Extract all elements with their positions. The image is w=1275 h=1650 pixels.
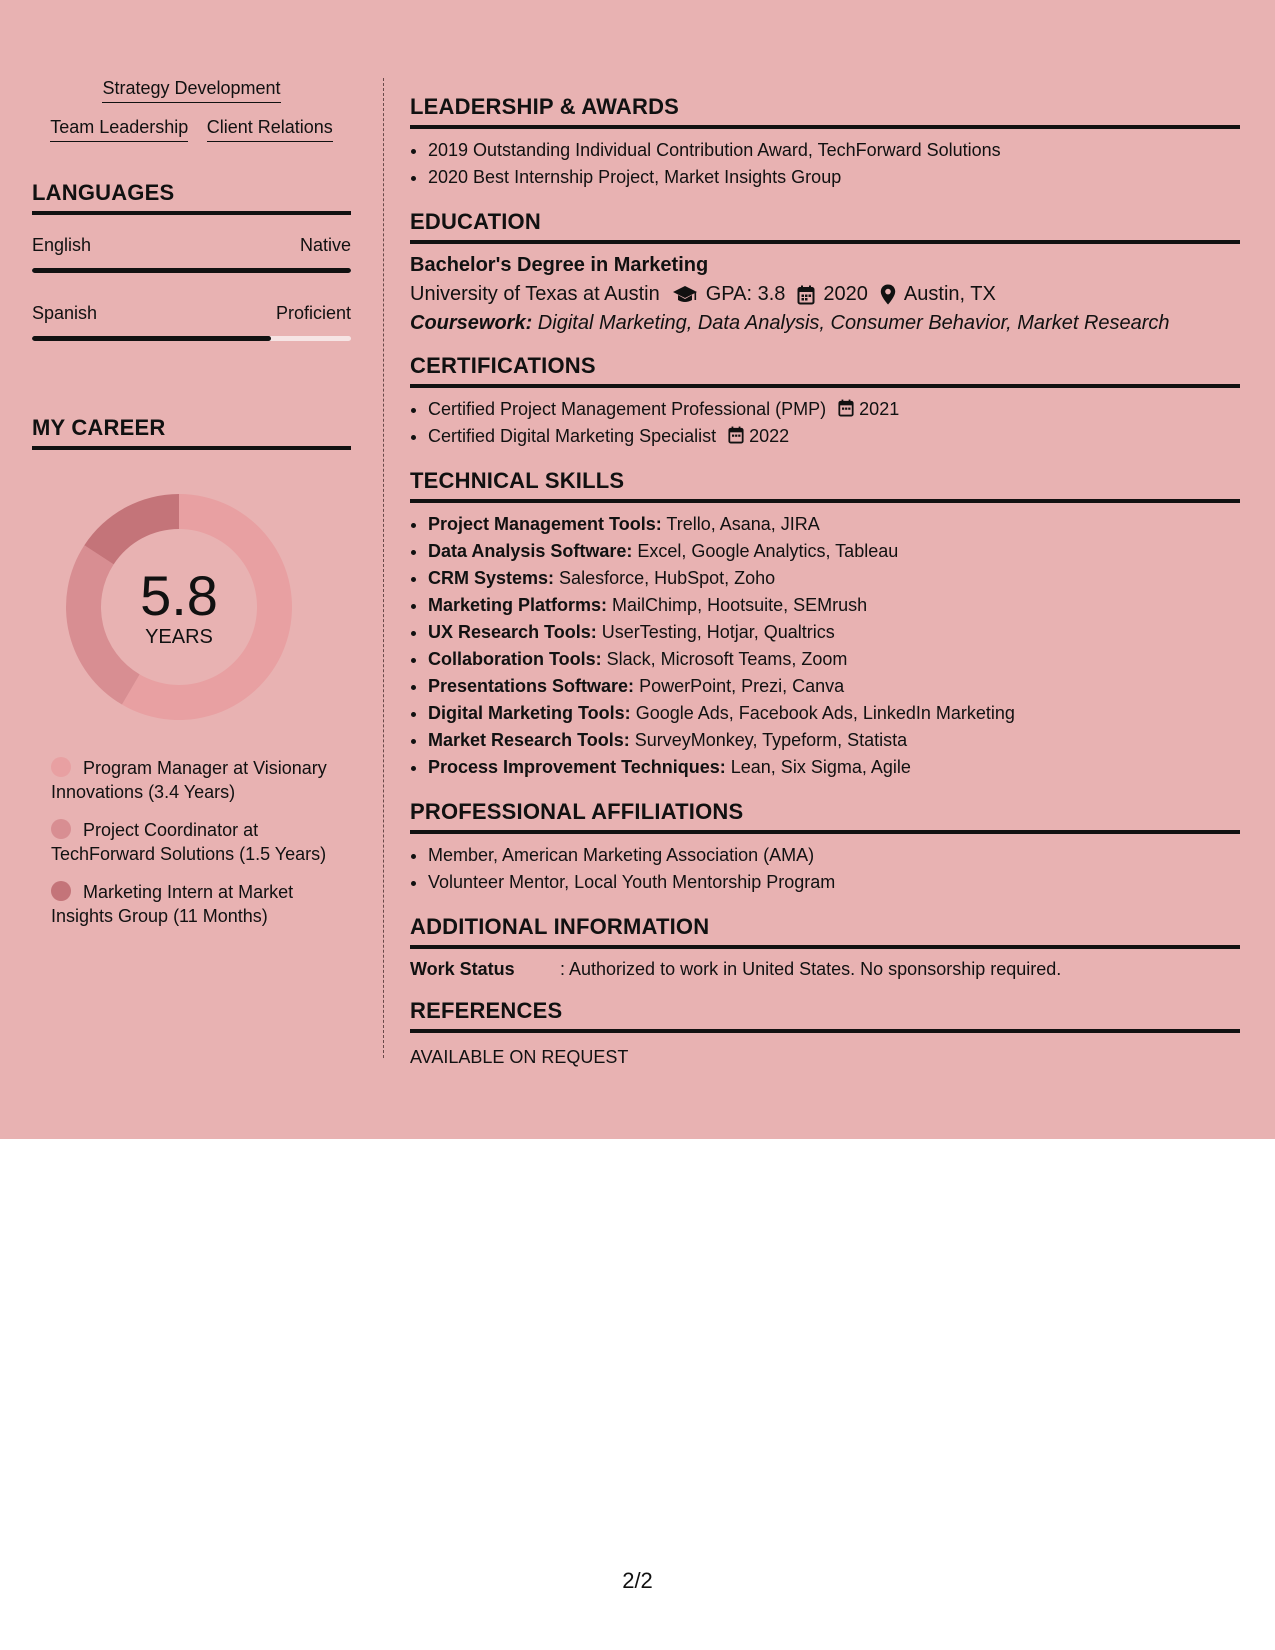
language-bar <box>32 268 351 273</box>
career-legend <box>51 756 341 928</box>
technical-skill-item <box>428 646 1240 673</box>
technical-skill-label: Marketing Platforms: <box>428 595 608 615</box>
language-bar <box>32 336 351 341</box>
career-heading: MY CAREER <box>32 415 351 450</box>
technical-skill-item <box>428 754 1240 781</box>
technical-skill-value: Trello, Asana, JIRA <box>661 514 820 534</box>
legend-dot <box>51 757 71 777</box>
list-item <box>428 423 1240 450</box>
legend-text: Program Manager at Visionary Innovations (3.4 Years) <box>51 758 327 802</box>
certification-year: 2021 <box>859 399 900 419</box>
leadership-heading: LEADERSHIP & AWARDS <box>410 94 1240 129</box>
technical-skill-item <box>428 565 1240 592</box>
certification-name: Certified Digital Marketing Specialist <box>428 426 717 446</box>
education-heading: EDUCATION <box>410 209 1240 244</box>
list-item <box>428 396 1240 423</box>
technical-skill-item <box>428 700 1240 727</box>
technical-skill-value: Excel, Google Analytics, Tableau <box>632 541 899 561</box>
technical-skills-section <box>410 468 1240 781</box>
work-status-label: Work Status <box>410 959 515 979</box>
technical-skill-value: Google Ads, Facebook Ads, LinkedIn Marketing <box>630 703 1015 723</box>
career-total-value: 5.8 <box>140 563 218 627</box>
technical-skill-value: UserTesting, Hotjar, Qualtrics <box>596 622 835 642</box>
language-name: Spanish <box>32 303 98 323</box>
education-location: Austin, TX <box>903 283 996 305</box>
certification-name: Certified Project Management Professional (PMP) <box>428 399 827 419</box>
technical-skill-item <box>428 673 1240 700</box>
technical-skill-item <box>428 592 1240 619</box>
technical-skills-heading: TECHNICAL SKILLS <box>410 468 1240 503</box>
list-item: • Volunteer Mentor, Local Youth Mentorship Program <box>428 869 1240 896</box>
legend-item <box>51 756 341 804</box>
coursework-list: Digital Marketing, Data Analysis, Consumer Behavior, Market Research <box>532 312 1170 334</box>
technical-skill-label: UX Research Tools: <box>428 622 597 642</box>
skill-tags <box>32 78 351 142</box>
legend-dot <box>51 819 71 839</box>
additional-info-heading: ADDITIONAL INFORMATION <box>410 914 1240 949</box>
technical-skill-item <box>428 619 1240 646</box>
legend-item <box>51 818 341 866</box>
coursework <box>410 312 1240 335</box>
calendar-icon <box>797 285 815 305</box>
calendar-icon <box>728 426 744 444</box>
languages-heading: LANGUAGES <box>32 180 351 215</box>
calendar-icon <box>838 399 854 417</box>
technical-skill-label: Process Improvement Techniques: <box>428 757 726 777</box>
language-bar-fill <box>32 268 351 273</box>
legend-item <box>51 880 341 928</box>
language-bar-fill <box>32 336 271 341</box>
skill-tag: Strategy Development <box>102 78 280 103</box>
leadership-section <box>410 94 1240 191</box>
technical-skill-value: SurveyMonkey, Typeform, Statista <box>629 730 908 750</box>
technical-skill-label: Presentations Software: <box>428 676 635 696</box>
page-number: 2/2 <box>622 1568 653 1593</box>
work-status-value: : Authorized to work in United States. No sponsorship required. <box>560 959 1062 979</box>
references-heading: REFERENCES <box>410 998 1240 1033</box>
technical-skill-label: Digital Marketing Tools: <box>428 703 631 723</box>
graduation-year: 2020 <box>823 283 868 305</box>
list-item: • 2019 Outstanding Individual Contribution Award, TechForward Solutions <box>428 137 1240 164</box>
technical-skill-item <box>428 727 1240 754</box>
skill-tag: Client Relations <box>207 117 333 142</box>
university-name: University of Texas at Austin <box>410 283 660 305</box>
list-item: • 2020 Best Internship Project, Market Insights Group <box>428 164 1240 191</box>
skill-row <box>32 117 351 142</box>
certification-year: 2022 <box>749 426 790 446</box>
skill-tag: Team Leadership <box>50 117 188 142</box>
work-status-row <box>410 959 1240 980</box>
technical-skill-item <box>428 538 1240 565</box>
technical-skills-list <box>410 511 1240 781</box>
graduation-cap-icon <box>672 285 698 305</box>
affiliations-heading: PROFESSIONAL AFFILIATIONS <box>410 799 1240 834</box>
degree-title: Bachelor's Degree in Marketing <box>410 254 709 276</box>
coursework-label: Coursework: <box>410 312 533 334</box>
legend-text: Project Coordinator at TechForward Solutions (1.5 Years) <box>51 820 327 864</box>
certifications-heading: CERTIFICATIONS <box>410 353 1240 388</box>
language-level: Native <box>299 235 351 255</box>
list-item: • Member, American Marketing Association (AMA) <box>428 842 1240 869</box>
legend-dot <box>51 881 71 901</box>
technical-skill-item <box>428 511 1240 538</box>
location-pin-icon <box>880 284 896 305</box>
language-name: English <box>32 235 92 255</box>
gpa: GPA: 3.8 <box>705 283 786 305</box>
certifications-section <box>410 353 1240 450</box>
additional-info-section <box>410 914 1240 980</box>
column-divider <box>383 78 384 1058</box>
technical-skill-label: Collaboration Tools: <box>428 649 602 669</box>
technical-skill-value: Lean, Six Sigma, Agile <box>725 757 911 777</box>
language-level: Proficient <box>275 303 351 323</box>
technical-skill-value: PowerPoint, Prezi, Canva <box>634 676 845 696</box>
education-section <box>410 209 1240 335</box>
career-total-unit: YEARS <box>145 625 213 648</box>
technical-skill-label: Market Research Tools: <box>428 730 630 750</box>
technical-skill-label: Project Management Tools: <box>428 514 662 534</box>
references-section <box>410 998 1240 1068</box>
references-text: AVAILABLE ON REQUEST <box>410 1047 629 1067</box>
technical-skill-label: Data Analysis Software: <box>428 541 633 561</box>
language-item <box>32 303 351 341</box>
technical-skill-value: Salesforce, HubSpot, Zoho <box>554 568 776 588</box>
left-column <box>32 78 351 942</box>
legend-text: Marketing Intern at Market Insights Group (11 Months) <box>51 882 294 926</box>
language-item <box>32 235 351 273</box>
career-donut-chart <box>66 494 292 720</box>
skill-row <box>32 78 351 103</box>
technical-skill-label: CRM Systems: <box>428 568 555 588</box>
technical-skill-value: MailChimp, Hootsuite, SEMrush <box>607 595 868 615</box>
education-details <box>410 283 1240 306</box>
right-column <box>410 78 1240 1068</box>
technical-skill-value: Slack, Microsoft Teams, Zoom <box>601 649 848 669</box>
affiliations-section <box>410 799 1240 896</box>
